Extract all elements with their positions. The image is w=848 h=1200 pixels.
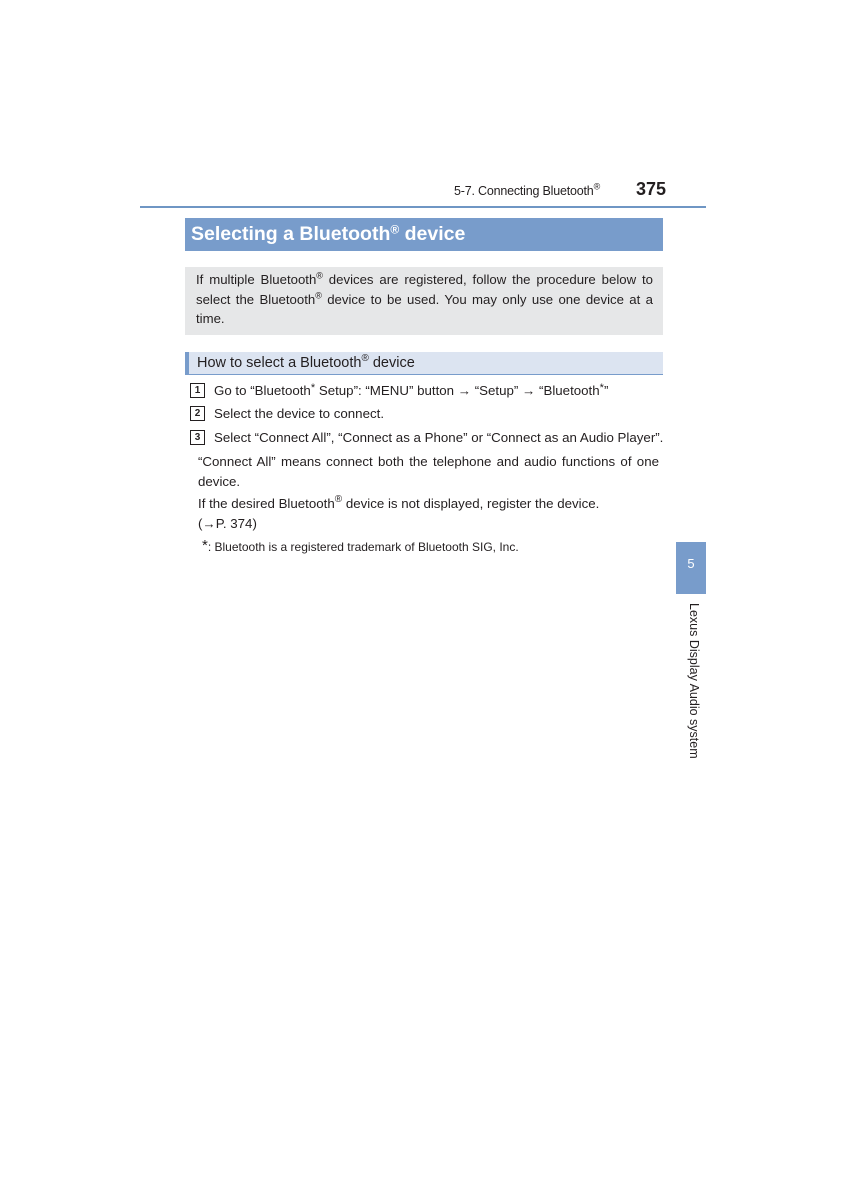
step-number-box: 1	[190, 383, 205, 398]
intro-text-1: If multiple Bluetooth	[196, 272, 317, 287]
step-number-box: 3	[190, 430, 205, 445]
note-text-part: device is not displayed, register the device.	[342, 496, 600, 511]
asterisk-mark: *	[599, 382, 604, 395]
step-text-part: Go to “Bluetooth	[214, 383, 311, 398]
registered-mark: ®	[593, 181, 600, 192]
title-suffix: device	[399, 223, 466, 245]
title-text: Selecting a Bluetooth	[191, 223, 391, 245]
step-text: Select “Connect All”, “Connect as a Phone” or “Connect as an Audio Player”.	[214, 430, 664, 445]
step-text: Select the device to connect.	[214, 406, 385, 421]
step-number-box: 2	[190, 406, 205, 421]
subheading-text: How to select a Bluetooth	[197, 355, 362, 371]
note-not-displayed	[198, 494, 659, 533]
step-text	[214, 381, 608, 401]
page-number: 375	[636, 179, 667, 199]
chapter-label: Lexus Display Audio system	[687, 603, 701, 759]
intro-text-3: device to be used. You may only use one device at a time.	[196, 291, 653, 326]
intro-text-2: devices are registered, follow the procedure below to select the Bluetooth	[196, 272, 653, 307]
step-item	[190, 404, 662, 424]
page-reference: (→P. 374)	[198, 515, 257, 531]
registered-mark: ®	[315, 290, 322, 301]
intro-paragraph	[185, 267, 663, 335]
header-divider	[140, 206, 706, 208]
step-text-part: Setup”: “MENU” button → “Setup” → “Bluetooth	[315, 383, 600, 398]
asterisk-mark: *	[310, 382, 316, 395]
footnote	[202, 537, 519, 556]
running-header-section	[420, 181, 600, 198]
subheading	[185, 352, 663, 375]
registered-mark: ®	[361, 353, 369, 364]
registered-mark: ®	[316, 270, 323, 281]
step-item	[190, 381, 662, 401]
footnote-text: : Bluetooth is a registered trademark of Bluetooth SIG, Inc.	[207, 540, 519, 554]
section-text: 5-7. Connecting Bluetooth	[454, 184, 594, 198]
footnote-marker: *	[202, 537, 208, 554]
step-item	[190, 428, 662, 448]
note-connect-all: “Connect All” means connect both the telephone and audio functions of one device.	[198, 454, 659, 489]
registered-mark: ®	[334, 494, 343, 505]
section-title	[185, 218, 663, 251]
registered-mark: ®	[390, 222, 400, 237]
chapter-tab: 5	[676, 542, 706, 594]
note-text-part: If the desired Bluetooth	[198, 496, 335, 511]
subheading-suffix: device	[368, 355, 415, 371]
step-text-part: ”	[603, 383, 609, 398]
